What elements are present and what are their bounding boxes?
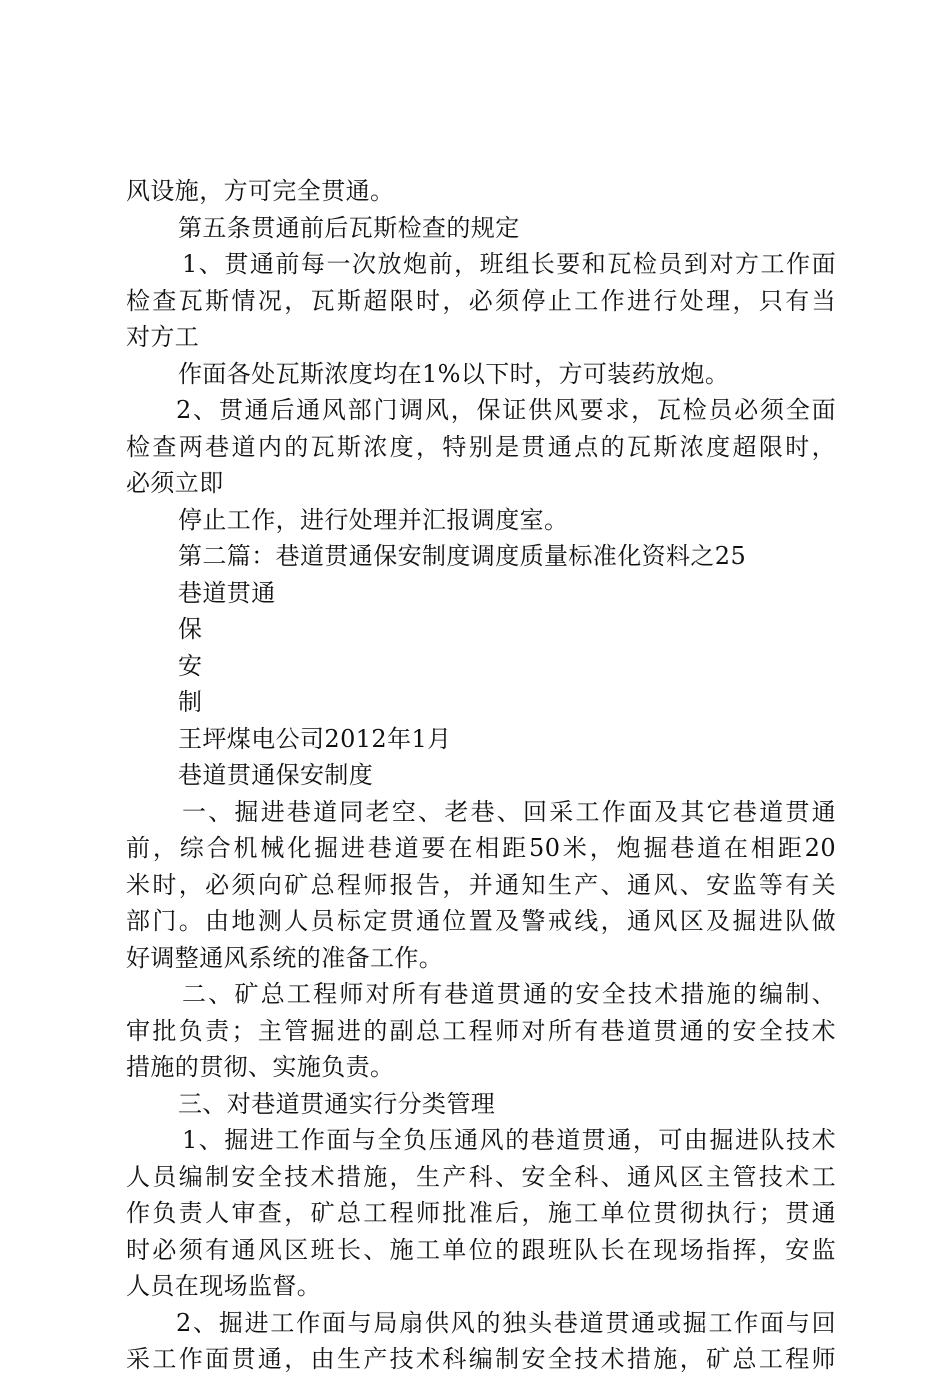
text-line: 2、掘进工作面与局扇供风的独头巷道贯通或掘工作面与回 [176,1308,836,1337]
text-line: 二、矿总工程师对所有巷道贯通的安全技术措施的编制、 [182,980,836,1008]
text-line: 2、贯通后通风部门调风，保证供风要求，瓦检员必须全面 [176,396,836,424]
text-line: 好调整通风系统的准备工作。 [126,943,444,972]
text-line: 1、掘进工作面与全负压通风的巷道贯通，可由掘进队技术 [182,1126,836,1154]
document-body [126,173,836,1378]
text-line: 人员在现场监督。 [126,1272,322,1300]
text-line: 检查两巷道内的瓦斯浓度，特别是贯通点的瓦斯浓度超限时， [126,432,836,461]
company-date: 王坪煤电公司2012年1月 [178,724,452,753]
title-fragment: 保 [178,615,203,643]
text-line: 采工作面贯通，由生产技术科编制安全技术措施，矿总工程师 [126,1345,836,1373]
text-line: 检查瓦斯情况，瓦斯超限时，必须停止工作进行处理，只有当 [126,286,836,315]
text-line: 风设施，方可完全贯通。 [126,177,395,205]
text-line: 1、贯通前每一次放炮前，班组长要和瓦检员到对方工作面 [182,250,836,278]
text-line: 对方工 [126,323,200,351]
document-title: 巷道贯通保安制度 [178,761,374,789]
text-line: 作负责人审查，矿总工程师批准后，施工单位贯彻执行；贯通 [126,1199,836,1227]
text-line: 必须立即 [126,469,224,497]
text-line: 米时，必须向矿总程师报告，并通知生产、通风、安监等有关 [126,870,836,899]
text-line: 人员编制安全技术措施，生产科、安全科、通风区主管技术工 [126,1162,836,1191]
text-line: 部门。由地测人员标定贯通位置及警戒线，通风区及掘进队做 [126,907,836,935]
title-fragment: 安 [178,651,203,680]
section-heading: 三、对巷道贯通实行分类管理 [178,1089,496,1118]
text-line: 审批负责；主管掘进的副总工程师对所有巷道贯通的安全技术 [126,1016,836,1045]
text-line: 时必须有通风区班长、施工单位的跟班队长在现场指挥，安监 [126,1235,836,1264]
text-line: 一、掘进巷道同老空、老巷、回采工作面及其它巷道贯通 [182,797,836,826]
section-heading: 第五条贯通前后瓦斯检查的规定 [178,213,520,242]
chapter-title: 第二篇：巷道贯通保安制度调度质量标准化资料之25 [178,542,747,570]
title-fragment: 巷道贯通 [178,578,276,607]
title-fragment: 制 [178,688,203,716]
text-line: 前，综合机械化掘进巷道要在相距50米，炮掘巷道在相距20 [126,834,836,862]
text-line: 作面各处瓦斯浓度均在1%以下时，方可装药放炮。 [178,359,730,388]
text-line: 措施的贯彻、实施负责。 [126,1053,395,1081]
text-line: 停止工作，进行处理并汇报调度室。 [178,505,569,534]
